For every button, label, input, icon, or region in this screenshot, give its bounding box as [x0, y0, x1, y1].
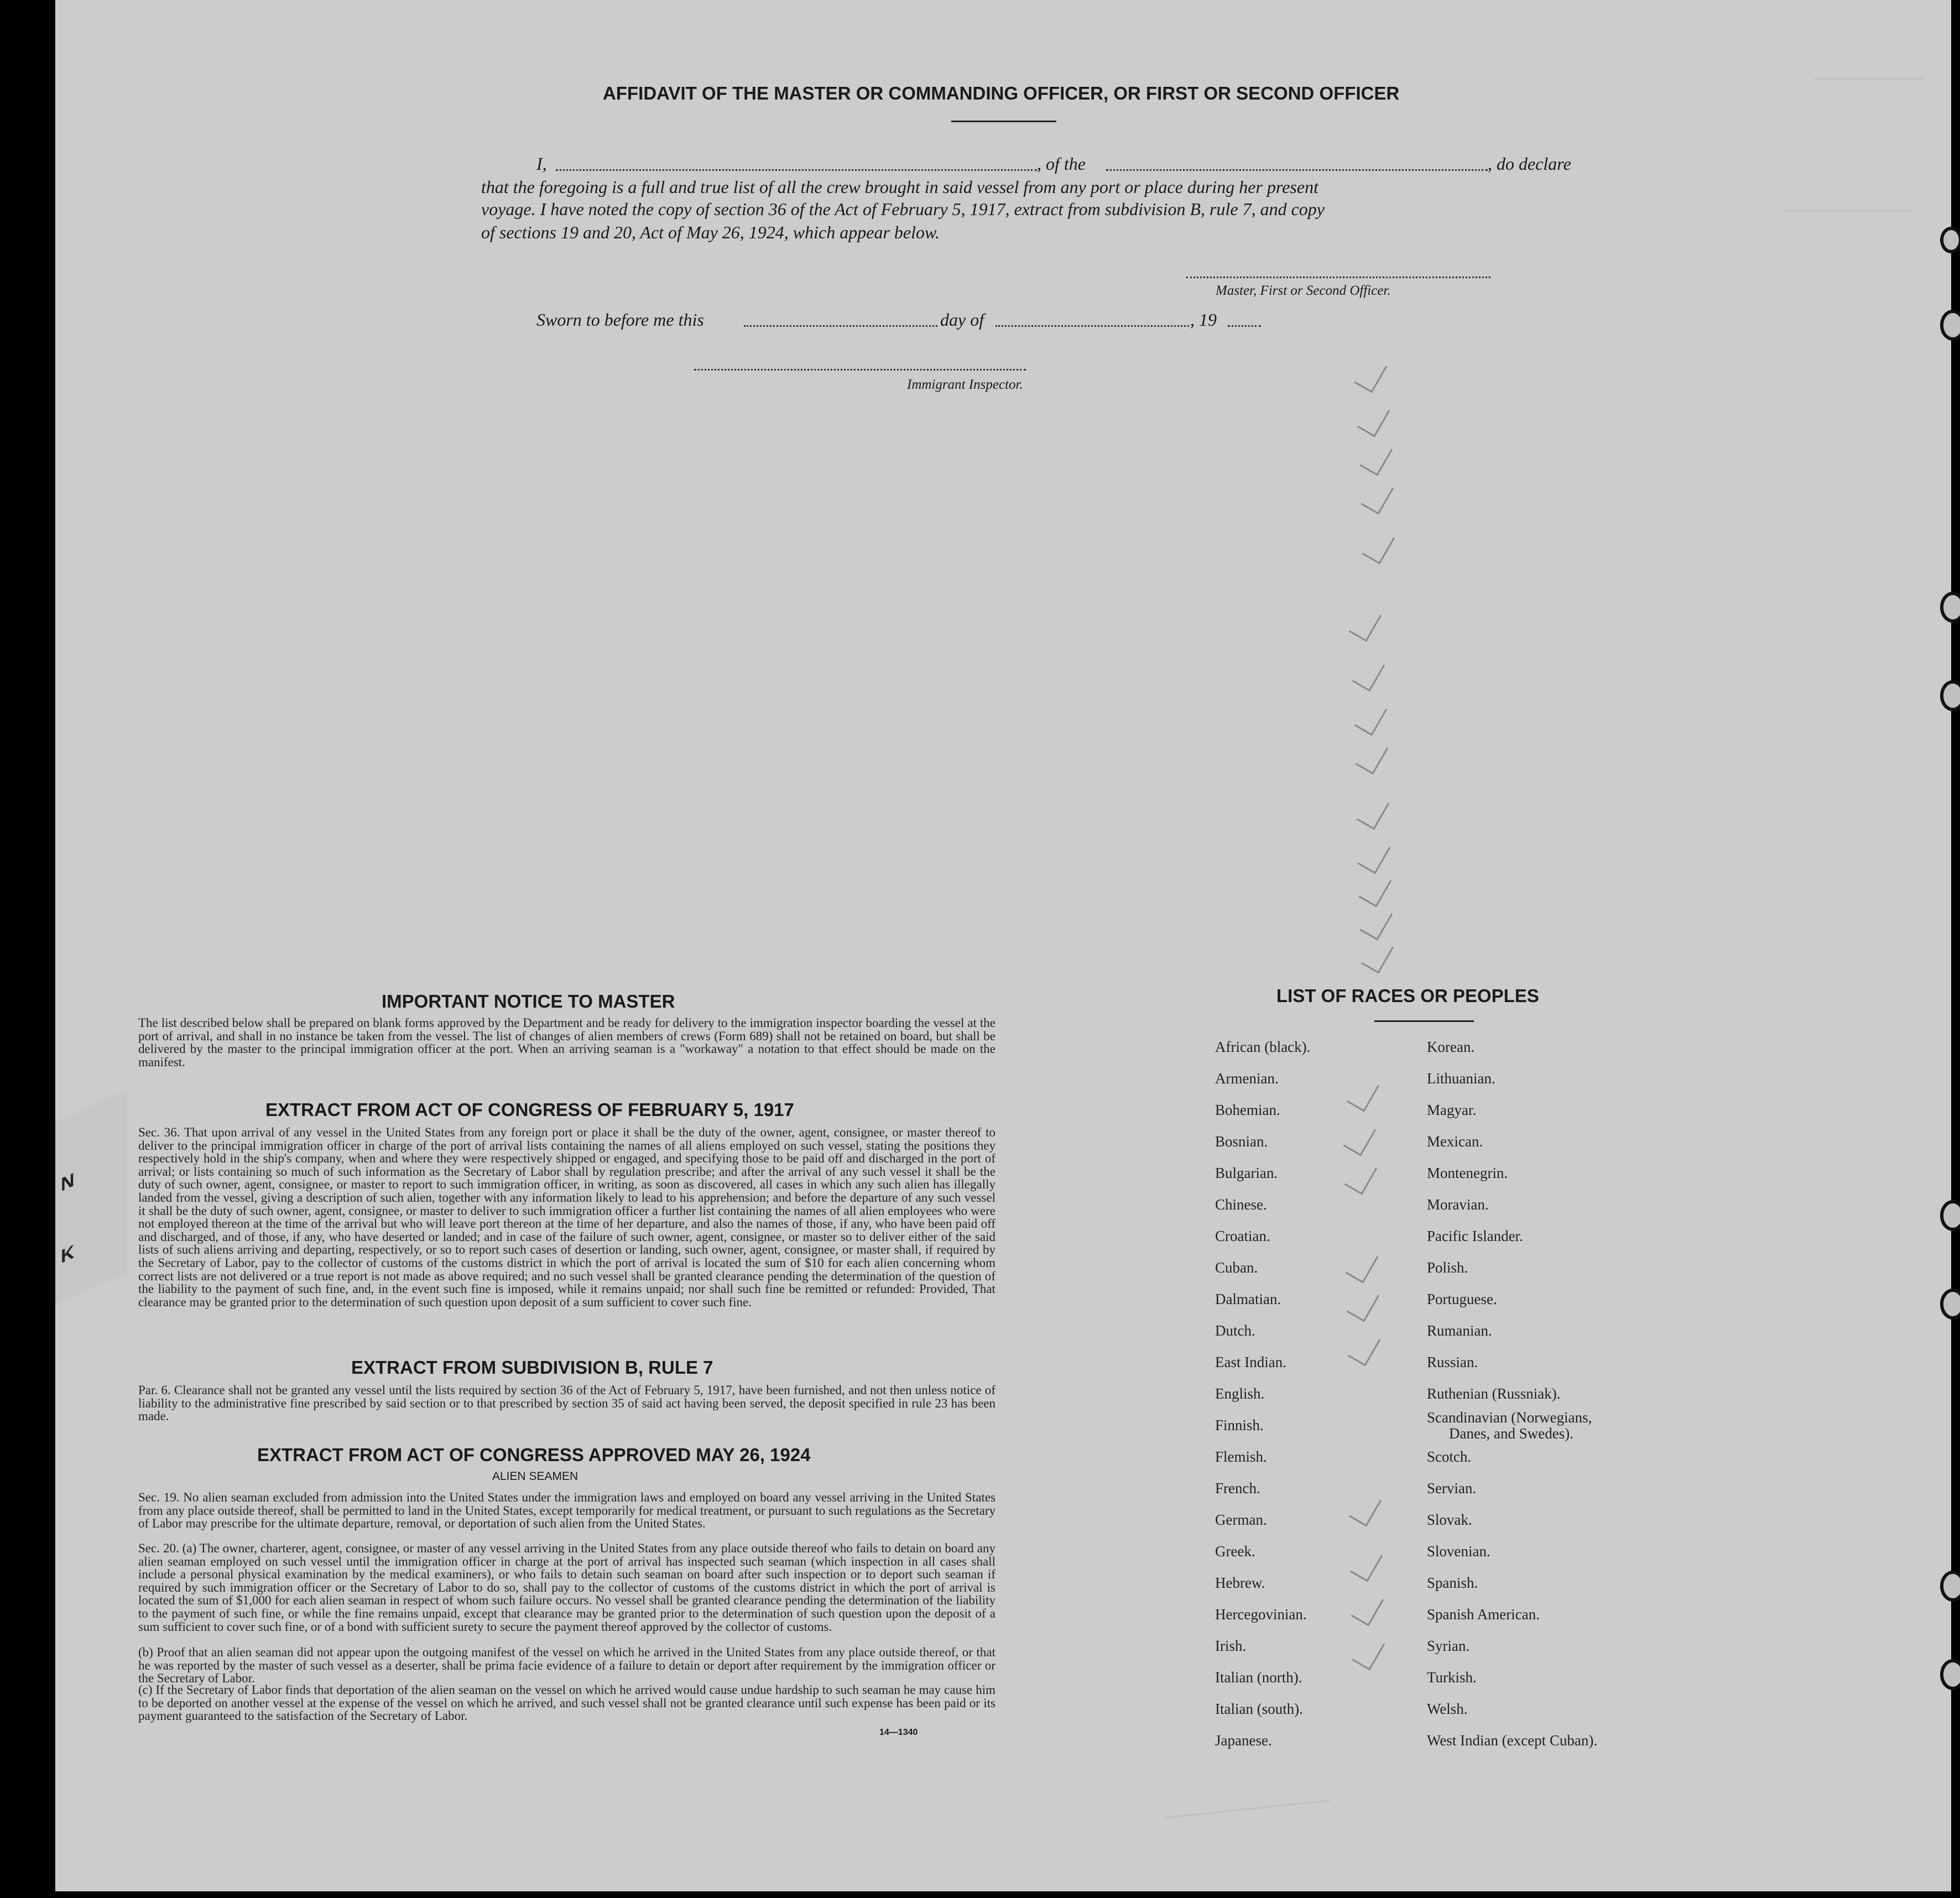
check-mark	[1357, 793, 1390, 830]
document-sheet	[55, 0, 1951, 1891]
sec-19-text: Sec. 19. No alien seaman excluded from admission into the United States under the immigration laws and employed on board any vessel arriving in the United States from any place outside thereof, shall be permitted to land in the United States, except temporarily for medical treatment, or pursuant to such regulations as the Secretary of Labor may prescribe for the ultimate departure, removal, or deportation of such alien from the United States.	[138, 1490, 995, 1531]
race-item: Bosnian.	[1215, 1133, 1268, 1150]
binder-hole	[1940, 1200, 1960, 1231]
binder-hole	[1940, 680, 1960, 711]
race-item: Italian (south).	[1215, 1701, 1303, 1717]
sec-20b-text: (b) Proof that an alien seaman did not appear upon the outgoing manifest of the vessel on which he arrived in the United States from any place outside thereof, or that he was reported by the master of such vessel as a deserter, shall be prima facie evidence of a failure to detain or deport after requirement by the immigration officer or the Secretary of Labor.	[138, 1645, 995, 1686]
race-item: Japanese.	[1215, 1732, 1272, 1749]
check-mark	[1352, 1634, 1385, 1670]
sworn-label: Sworn to before me this	[536, 310, 704, 330]
handwriting-bleed-through	[1158, 1734, 1330, 1819]
sworn-month-blank[interactable]	[995, 325, 1189, 327]
binder-hole	[1940, 1289, 1960, 1320]
check-mark	[1356, 738, 1389, 774]
master-name-blank[interactable]	[556, 169, 1037, 171]
check-mark	[1348, 1329, 1381, 1366]
notice-heading: IMPORTANT NOTICE TO MASTER	[382, 991, 675, 1011]
race-item-continuation: Danes, and Swedes).	[1449, 1425, 1573, 1442]
race-item: Irish.	[1215, 1638, 1247, 1654]
race-item: Mexican.	[1427, 1133, 1483, 1150]
binder-hole	[1940, 310, 1960, 341]
race-item: Scotch.	[1427, 1448, 1472, 1465]
race-item: Dalmatian.	[1215, 1291, 1281, 1307]
race-item: Slovenian.	[1427, 1543, 1490, 1560]
check-mark	[1347, 1285, 1380, 1322]
race-item: Dutch.	[1215, 1322, 1255, 1339]
check-mark	[1358, 837, 1391, 874]
race-item: Hebrew.	[1215, 1574, 1265, 1591]
form-number: 14—1340	[879, 1728, 918, 1737]
race-item: Lithuanian.	[1427, 1070, 1495, 1087]
check-mark	[1354, 699, 1388, 736]
race-item: Greek.	[1215, 1543, 1255, 1560]
race-item: French.	[1215, 1480, 1260, 1496]
race-item: English.	[1215, 1385, 1265, 1402]
race-item: East Indian.	[1215, 1354, 1286, 1370]
check-mark	[1349, 605, 1382, 642]
race-item: Portuguese.	[1427, 1291, 1497, 1307]
check-mark	[1347, 1075, 1380, 1112]
check-mark	[1349, 1490, 1382, 1526]
affidavit-heading: AFFIDAVIT OF THE MASTER OR COMMANDING OFFICER, OR FIRST OR SECOND OFFICER	[603, 83, 1400, 103]
binder-hole	[1940, 1659, 1960, 1690]
race-item: Korean.	[1427, 1039, 1475, 1055]
race-item: Magyar.	[1427, 1102, 1477, 1118]
bleed-through-text	[1814, 77, 1925, 96]
race-item: Polish.	[1427, 1259, 1468, 1276]
side-tab-letter: N	[61, 1169, 75, 1196]
extract-1924-heading: EXTRACT FROM ACT OF CONGRESS APPROVED MAY 26, 1924	[257, 1445, 811, 1465]
race-item: Scandinavian (Norwegians,	[1427, 1409, 1592, 1426]
binder-hole	[1940, 1571, 1960, 1602]
extract-1917-heading: EXTRACT FROM ACT OF CONGRESS OF FEBRUARY 5, 1917	[265, 1099, 794, 1120]
race-item: Bohemian.	[1215, 1102, 1280, 1118]
race-item: Turkish.	[1427, 1669, 1477, 1686]
check-mark	[1357, 400, 1390, 437]
races-heading: LIST OF RACES OR PEOPLES	[1276, 985, 1539, 1006]
check-mark	[1346, 1247, 1379, 1283]
affidavit-heading-rule	[951, 121, 1056, 122]
check-mark	[1354, 356, 1388, 393]
side-tab	[55, 1090, 127, 1305]
check-mark	[1352, 655, 1385, 691]
sworn-day-blank[interactable]	[744, 325, 937, 327]
extract-1917-text: Sec. 36. That upon arrival of any vessel in the United States from any foreign port or place it shall be the duty of the owner, agent, consignee, or master thereof to deliver to the principal immigration officer in charge of the port of arrival lists containing the names of all aliens employed on such vessel, stating the positions they respectively hold in the ship's company, when and where they were respectively shipped or engaged, and specifying those to be paid off and discharged in the port of arrival; or lists containing so much of such information as the Secretary of Labor shall by regulation prescribe; and after the arrival of any such vessel it shall be the duty of such owner, agent, consignee, or master to report to such immigration officer, in writing, as soon as discovered, all cases in which any such alien has illegally landed from the vessel, giving a description of such alien, together with any information likely to lead to his apprehension; and before the departure of any such vessel it shall be the duty of such owner, agent, consignee, or master to deliver to such immigration officer a further list containing the names of all alien employees who were not employed thereon at the time of the arrival but who will leave port thereon at the time of her departure, and also the names of those, if any, who have been paid off and discharged, and of those, if any, who have deserted or landed; and in case of the failure of such owner, agent, consignee, or master so to deliver either of the said lists of such aliens arriving and departing, respectively, or so to report such cases of desertion or landing, such owner, agent, consignee, or master shall, if required by the Secretary of Labor, pay to the collector of customs of the customs district in which the port of arrival is located the sum of $10 for each alien concerning whom correct lists are not delivered or a true report is not made as above required; and no such vessel shall be granted clearance pending the determination of the question of the liability to the payment of such fine, and, in the event such fine is imposed, while it remains unpaid; nor shall such fine be remitted or refunded: Provided, That clearance may be granted prior to the determination of such question upon deposit of a sum sufficient to cover such fine.	[138, 1125, 995, 1309]
race-item: Welsh.	[1427, 1701, 1468, 1717]
master-signature-blank[interactable]	[1186, 277, 1490, 278]
affidavit-i-label: I,	[536, 154, 547, 174]
side-tab-letter: K	[61, 1240, 75, 1268]
race-item: Russian.	[1427, 1354, 1478, 1370]
race-item: Spanish.	[1427, 1574, 1478, 1591]
inspector-signature-blank[interactable]	[694, 369, 1026, 371]
races-heading-rule	[1374, 1020, 1474, 1022]
check-mark	[1350, 1545, 1383, 1582]
check-mark	[1344, 1158, 1378, 1195]
inspector-caption: Immigrant Inspector.	[907, 377, 1023, 392]
subdivision-text: Par. 6. Clearance shall not be granted any vessel until the lists required by section 36 of the Act of February 5, 1917, have been furnished, and not then unless notice of liability to the administrative fine prescribed by said section or to that prescribed by section 35 of said act having been served, the deposit specified in rule 23 has been made.	[138, 1383, 995, 1423]
check-mark	[1362, 528, 1395, 564]
race-item: Hercegovinian.	[1215, 1606, 1307, 1623]
race-item: Armenian.	[1215, 1070, 1279, 1087]
bleed-through-rule	[1781, 210, 1914, 212]
affidavit-line-2: that the foregoing is a full and true list of all the crew brought in said vessel from any port or place during her present	[481, 177, 1318, 197]
affidavit-line-3: voyage. I have noted the copy of section 36 of the Act of February 5, 1917, extract from subdivision B, rule 7, and copy	[481, 199, 1325, 219]
affidavit-declare-label: , do declare	[1488, 154, 1571, 174]
race-item: German.	[1215, 1511, 1267, 1528]
race-item: Bulgarian.	[1215, 1165, 1278, 1181]
race-item: Rumanian.	[1427, 1322, 1492, 1339]
check-mark	[1359, 870, 1392, 907]
race-item: Pacific Islander.	[1427, 1228, 1523, 1244]
binder-hole	[1940, 227, 1960, 253]
master-signature-caption: Master, First or Second Officer.	[1216, 283, 1391, 298]
race-item: Italian (north).	[1215, 1669, 1302, 1686]
check-mark	[1351, 1589, 1384, 1626]
race-item: Moravian.	[1427, 1196, 1489, 1213]
sec-20a-text: Sec. 20. (a) The owner, charterer, agent, consignee, or master of any vessel arriving in the United States from any place outside thereof who fails to detain on board any alien seaman employed on such vessel until the immigration officer in charge at the port of arrival has inspected such seaman (which inspection in all cases shall include a personal physical examination by the medical examiners), or who fails to detain such seaman on board after such inspection or to deport such seaman if required by such immigration officer or the Secretary of Labor to do so, shall pay to the collector of customs of the customs district in which the port of arrival is located the sum of $1,000 for each alien seaman in respect of whom such failure occurs. No vessel shall be granted clearance pending the determination of the liability to the payment of such fine, or while the fine remains unpaid, except that clearance may be granted prior to the determination of such question upon the deposit of a sum sufficient to cover such fine, or of a bond with sufficient surety to secure the payment thereof approved by the collector of customs.	[138, 1541, 995, 1634]
race-item: Slovak.	[1427, 1511, 1472, 1528]
race-item: West Indian (except Cuban).	[1427, 1732, 1598, 1749]
race-item: Ruthenian (Russniak).	[1427, 1385, 1561, 1402]
sec-20c-text: (c) If the Secretary of Labor finds that deportation of the alien seaman on the vessel on which he arrived would cause undue hardship to such seaman he may cause him to be deported on another vessel at the expense of the vessel on which he arrived, and such vessel shall not be granted clearance until such expense has been paid or its payment guaranteed to the satisfaction of the Secretary of Labor.	[138, 1683, 995, 1723]
race-item: Cuban.	[1215, 1259, 1258, 1276]
check-mark	[1360, 439, 1393, 476]
sworn-year-label: , 19	[1190, 310, 1217, 330]
race-item: Montenegrin.	[1427, 1165, 1508, 1181]
affidavit-line-4: of sections 19 and 20, Act of May 26, 1924, which appear below.	[481, 222, 940, 242]
vessel-name-blank[interactable]	[1106, 169, 1488, 171]
check-mark	[1343, 1119, 1377, 1156]
race-item: Flemish.	[1215, 1448, 1267, 1465]
check-mark	[1360, 904, 1393, 940]
sworn-day-of-label: day of	[940, 310, 984, 330]
race-item: Servian.	[1427, 1480, 1477, 1496]
race-item: Croatian.	[1215, 1228, 1270, 1244]
binder-hole	[1940, 592, 1960, 623]
race-item: Finnish.	[1215, 1417, 1264, 1433]
race-item: Syrian.	[1427, 1638, 1470, 1654]
check-mark	[1361, 478, 1394, 514]
check-mark	[1361, 937, 1394, 973]
alien-seamen-subheading: ALIEN SEAMEN	[492, 1470, 578, 1483]
subdivision-heading: EXTRACT FROM SUBDIVISION B, RULE 7	[351, 1357, 713, 1378]
race-item: African (black).	[1215, 1039, 1311, 1055]
sworn-year-blank[interactable]	[1228, 325, 1261, 327]
notice-text: The list described below shall be prepared on blank forms approved by the Department and be ready for delivery to the immigration inspector boarding the vessel at the port of arrival, and shall in no instance be taken from the vessel. The list of changes of alien members of crews (Form 689) shall not be retained on board, but shall be delivered by the master to the principal immigration officer at the port. When an arriving seaman is a "workaway" a notation to that effect should be made on the manifest.	[138, 1016, 995, 1069]
affidavit-of-the-label: , of the	[1037, 154, 1086, 174]
race-item: Chinese.	[1215, 1196, 1267, 1213]
race-item: Spanish American.	[1427, 1606, 1540, 1623]
